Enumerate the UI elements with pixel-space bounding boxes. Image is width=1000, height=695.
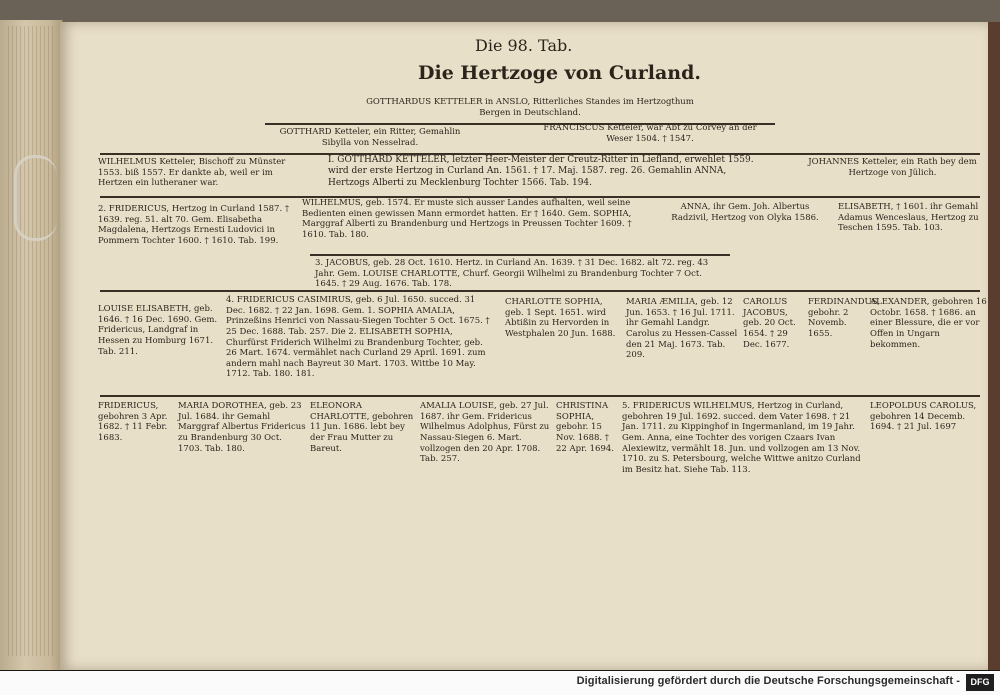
- entry-maria-aemilia: MARIA ÆMILIA, geb. 12 Jun. 1653. † 16 Jul. 1711. ihr Gemahl Landgr. Carolus zu Hessen-Cassel den 21 Maj. 1673. Tab. 209.: [626, 297, 738, 361]
- entry-ferdinandus: FERDINANDUS, gebohr. 2 Novemb. 1655.: [808, 297, 880, 339]
- tab-number: Die 98. Tab.: [475, 36, 573, 55]
- entry-franciscus-ketteler: FRANCISCUS Ketteler, war Abt zu Corvey an der Weser 1504. † 1547.: [543, 123, 757, 144]
- entry-christina-sophia: CHRISTINA SOPHIA, gebohr. 15 Nov. 1688. † 22 Apr. 1694.: [556, 401, 614, 454]
- entry-maria-dorothea: MARIA DOROTHEA, geb. 23 Jul. 1684. ihr Gemahl Marggraf Albertus Fridericus zu Brandenburg 30 Oct. 1703. Tab. 180.: [178, 401, 306, 454]
- entry-leopoldus-carolus: LEOPOLDUS CAROLUS, gebohren 14 Decemb. 1694. † 21 Jul. 1697: [870, 401, 977, 433]
- scan-background: [0, 0, 1000, 22]
- book-page: [60, 22, 988, 670]
- entry-fridericus-wilhelmus-duke-5: 5. FRIDERICUS WILHELMUS, Hertzog in Curland, gebohren 19 Jul. 1692. succed. dem Vater 1698. † 21 Jan. 1711. zu Kippinghof in Ingermanland, im 19 Jahr. Gem. Anna, eine Tochter des vorigen Czaars Ivan Alexiewitz, vermählt 18. Jun. und vollzogen am 13 Nov. 1710. zu S. Petersbourg, welche Wittwe anitzo Curland im Besitz hat. Siehe Tab. 113.: [622, 401, 861, 475]
- page-edge: [988, 22, 1000, 670]
- connector-line: [100, 395, 980, 397]
- entry-fridericus-duke-2: 2. FRIDERICUS, Hertzog in Curland 1587. † 1639. reg. 51. alt 70. Gem. Elisabetha Magdalena, Hertzogs Ernesti Ludovici in Pommern Tochter 1600. † 1610. Tab. 199.: [98, 204, 290, 246]
- entry-eleonora-charlotte: ELEONORA CHARLOTTE, gebohren 11 Jun. 1686. lebt bey der Frau Mutter zu Bareut.: [310, 401, 414, 454]
- footer-bar: [0, 671, 1000, 695]
- entry-fridericus-1682: FRIDERICUS, gebohren 3 Apr. 1682. † 11 Febr. 1683.: [98, 401, 168, 443]
- connector-line: [100, 290, 980, 292]
- entry-anna-radzivil: ANNA, ihr Gem. Joh. Albertus Radzivil, Hertzog von Olyka 1586.: [671, 202, 819, 223]
- root-entry-gotthardus: GOTTHARDUS KETTELER in ANSLO, Ritterliches Standes im Hertzogthum Bergen in Deutschland.: [366, 97, 694, 118]
- entry-elisabeth-teschen: ELISABETH, † 1601. ihr Gemahl Adamus Wenceslaus, Hertzog zu Teschen 1595. Tab. 103.: [838, 202, 979, 234]
- entry-amalia-louise: AMALIA LOUISE, geb. 27 Jul. 1687. ihr Gem. Fridericus Wilhelmus Adolphus, Fürst zu Nassau-Siegen 6. Mart. vollzogen den 20 Apr. 1708. Tab. 257.: [420, 401, 550, 465]
- entry-fridericus-casimirus: 4. FRIDERICUS CASIMIRUS, geb. 6 Jul. 1650. succed. 31 Dec. 1682. † 22 Jan. 1698. Gem. 1. SOPHIA AMALIA, Prinzeßins Henrici von Nassau-Siegen Tochter 5 Oct. 1675. † 25 Dec. 1688. Tab. 257. Die 2. ELISABETH SOPHIA, Churfürst Friderich Wilhelmi zu Brandenburg Tochter, geb. 26 Mart. 1674. vermählet nach Curland 29 April. 1691. zum andern mahl nach Bayreut 30 Mart. 1703. Wittbe 10 May. 1712. Tab. 180. 181.: [226, 295, 490, 380]
- entry-jacobus-duke-3: 3. JACOBUS, geb. 28 Oct. 1610. Hertz. in Curland An. 1639. † 31 Dec. 1682. alt 72. reg. 43 Jahr. Gem. LOUISE CHARLOTTE, Churf. Georgii Wilhelmi zu Brandenburg Tochter 7 Oct. 1645. † 29 Aug. 1676. Tab. 178.: [315, 258, 709, 290]
- connector-line: [310, 254, 730, 256]
- book-binding: [0, 20, 63, 670]
- entry-louise-elisabeth: LOUISE ELISABETH, geb. 1646. † 16 Dec. 1690. Gem. Fridericus, Landgraf in Hessen zu Homburg 1671. Tab. 211.: [98, 304, 218, 357]
- funding-credit: Digitalisierung gefördert durch die Deutsche Forschungsgemeinschaft -: [576, 675, 960, 687]
- entry-wilhelmus-1574: WILHELMUS, geb. 1574. Er muste sich ausser Landes aufhalten, weil seine Bedienten einen gewissen Mann ermordet hatten. Er † 1640. Gem. SOPHIA, Marggraf Alberti zu Brandenburg und Hertzogs in Preussen Tochter 1609. † 1610. Tab. 180.: [302, 198, 632, 240]
- entry-gotthard-ketteler-first-duke: I. GOTTHARD KETTELER, letzter Heer-Meister der Creutz-Ritter in Liefland, erwehlet 1559. wird der erste Hertzog in Curland An. 1561. † 17. Maj. 1587. reg. 26. Gemahlin ANNA, Hertzogs Alberti zu Mecklenburg Tochter 1566. Tab. 194.: [328, 155, 754, 188]
- entry-carolus-jacobus: CAROLUS JACOBUS, geb. 20 Oct. 1654. † 29 Dec. 1677.: [743, 297, 796, 350]
- page-title: Die Hertzoge von Curland.: [418, 62, 702, 84]
- dfg-logo-icon: DFG: [966, 674, 994, 691]
- entry-johannes-ketteler: JOHANNES Ketteler, ein Rath bey dem Hertzoge von Jülich.: [808, 157, 977, 178]
- entry-wilhelmus-bischoff: WILHELMUS Ketteler, Bischoff zu Münster 1553. biß 1557. Er dankte ab, weil er im Hertzen ein lutheraner war.: [98, 157, 286, 189]
- entry-gotthard-ritter: GOTTHARD Ketteler, ein Ritter, Gemahlin Sibylla von Nesselrad.: [279, 127, 461, 148]
- paper-clip-icon: [14, 155, 57, 241]
- entry-alexander: ALEXANDER, gebohren 16 Octobr. 1658. † 1686. an einer Blessure, die er vor Offen in Ungarn bekommen.: [870, 297, 987, 350]
- entry-charlotte-sophia: CHARLOTTE SOPHIA, geb. 1 Sept. 1651. wird Abtißin zu Hervorden in Westphalen 20 Jun. 1688.: [505, 297, 616, 339]
